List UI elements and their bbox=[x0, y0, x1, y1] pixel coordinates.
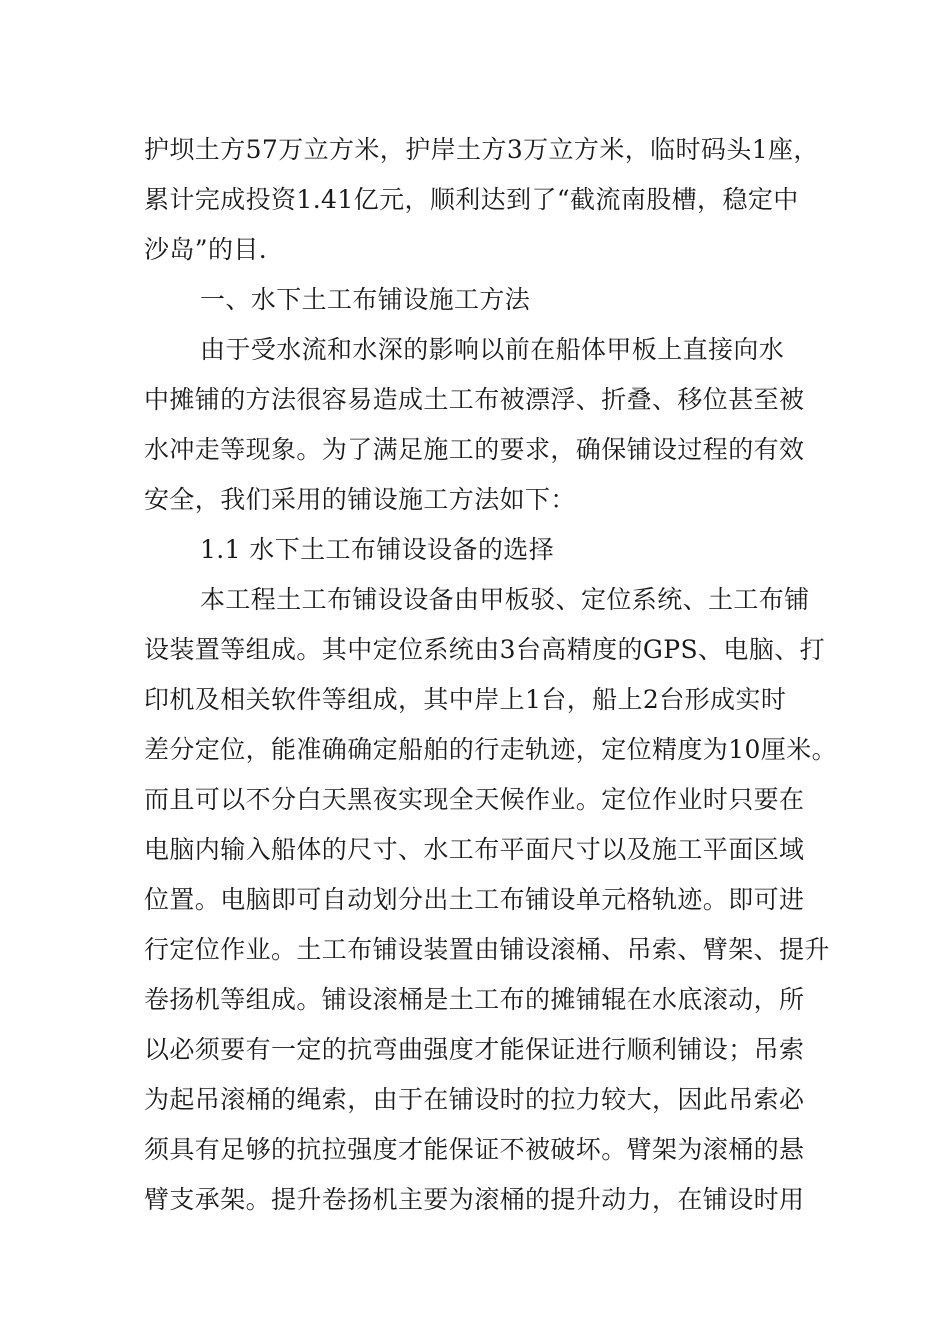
text-line: 印机及相关软件等组成，其中岸上1台，船上2台形成实时 bbox=[144, 685, 787, 714]
text-line: 护坝土方57万立方米，护岸土方3万立方米，临时码头1座， bbox=[144, 135, 819, 164]
text-line: 本工程土工布铺设设备由甲板驳、定位系统、土工布铺 bbox=[200, 585, 810, 614]
text-line: 以必须要有一定的抗弯曲强度才能保证进行顺利铺设；吊索 bbox=[144, 1035, 805, 1064]
subsection-heading: 1.1 水下土工布铺设设备的选择 bbox=[200, 535, 555, 564]
text-line: 水冲走等现象。为了满足施工的要求，确保铺设过程的有效 bbox=[144, 435, 805, 464]
text-line: 行定位作业。土工布铺设装置由铺设滚桶、吊索、臂架、提升 bbox=[144, 935, 830, 964]
text-line: 沙岛”的目. bbox=[144, 235, 268, 264]
text-line: 卷扬机等组成。铺设滚桶是土工布的摊铺辊在水底滚动，所 bbox=[144, 985, 805, 1014]
text-line: 臂支承架。提升卷扬机主要为滚桶的提升动力，在铺设时用 bbox=[144, 1185, 805, 1214]
text-line: 累计完成投资1.41亿元，顺利达到了“截流南股槽，稳定中 bbox=[144, 185, 799, 214]
section-heading: 一、水下土工布铺设施工方法 bbox=[200, 285, 531, 314]
text-line: 而且可以不分白天黑夜实现全天候作业。定位作业时只要在 bbox=[144, 785, 805, 814]
text-line: 电脑内输入船体的尺寸、水工布平面尺寸以及施工平面区域 bbox=[144, 835, 805, 864]
text-line: 须具有足够的抗拉强度才能保证不被破坏。臂架为滚桶的悬 bbox=[144, 1135, 805, 1164]
text-line: 由于受水流和水深的影响以前在船体甲板上直接向水 bbox=[200, 335, 785, 364]
text-line: 中摊铺的方法很容易造成土工布被漂浮、折叠、移位甚至被 bbox=[144, 385, 805, 414]
text-line: 为起吊滚桶的绳索，由于在铺设时的拉力较大，因此吊索必 bbox=[144, 1085, 805, 1114]
text-line: 安全，我们采用的铺设施工方法如下： bbox=[144, 485, 576, 514]
text-line: 位置。电脑即可自动划分出土工布铺设单元格轨迹。即可进 bbox=[144, 885, 805, 914]
text-line: 差分定位，能准确确定船舶的行走轨迹，定位精度为10厘米。 bbox=[144, 735, 838, 764]
text-line: 设装置等组成。其中定位系统由3台高精度的GPS、电脑、打 bbox=[144, 635, 826, 664]
